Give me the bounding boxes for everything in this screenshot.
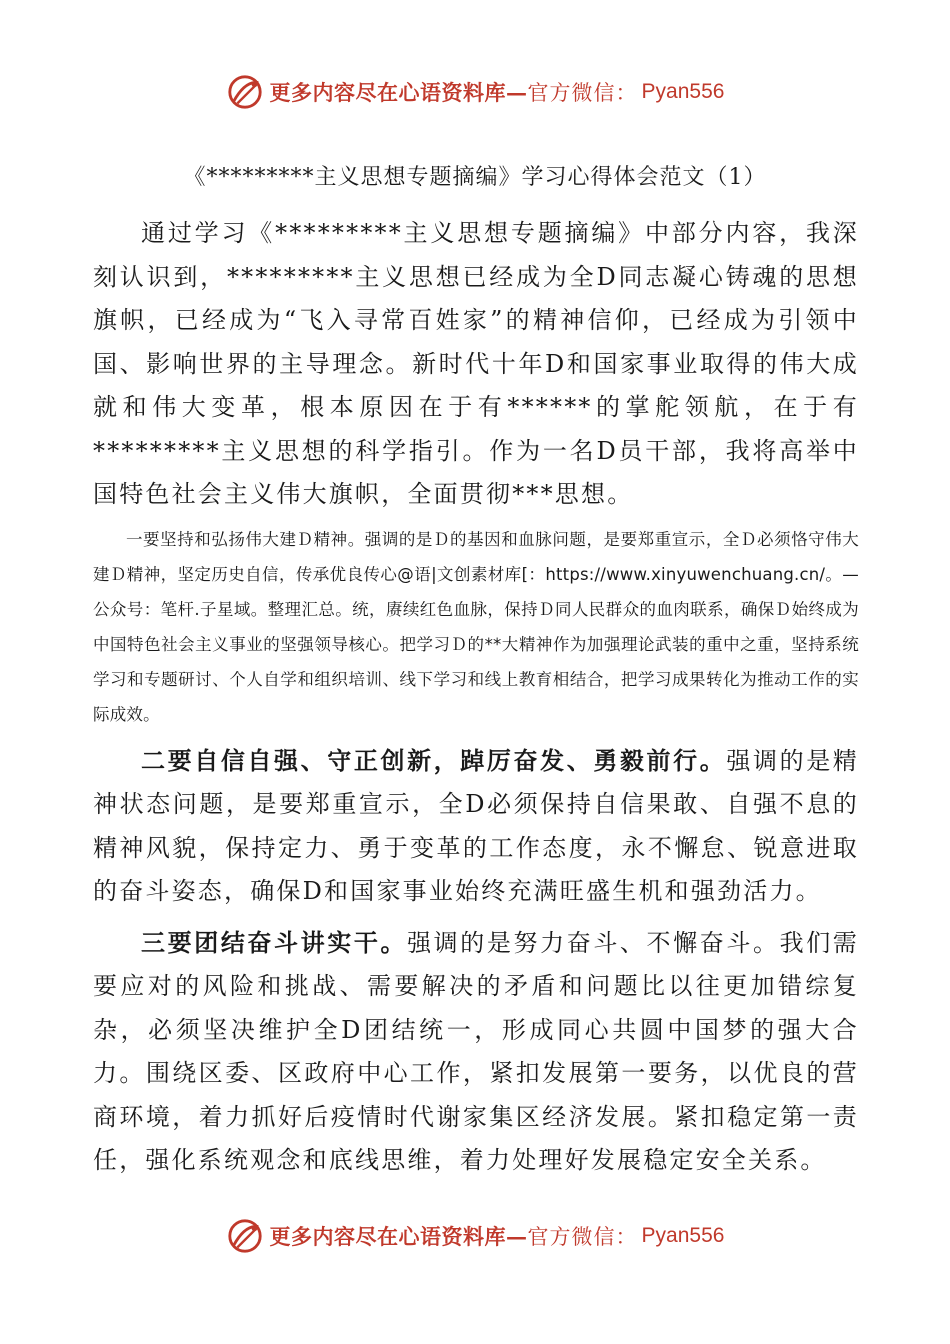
footer-promo-text: 更多内容尽在心语资料库 (269, 1224, 507, 1249)
document-title: 《*********主义思想专题摘编》学习心得体会范文（1） (183, 165, 767, 190)
promo-dash: — (506, 79, 528, 105)
point-three-heading: 三要团结奋斗讲实干。 (141, 927, 408, 957)
point-two-paragraph (93, 739, 859, 914)
promo-text: 更多内容尽在心语资料库 (269, 80, 507, 105)
wechat-label: 官方微信： (527, 81, 638, 105)
brand-logo-icon (226, 73, 264, 111)
point-two-body: 强调的是精神状态问题，是要郑重宣示，全D必须保持自信果敢、自强不息的精神风貌，保持定力、勇于变革的工作态度，永不懈怠、锐意进取的奋斗姿态，确保D和国家事业始终充满旺盛生机和强劲活力。 (93, 746, 860, 905)
wechat-id: Pyan556 (641, 80, 725, 103)
point-three-body: 强调的是努力奋斗、不懈奋斗。我们需要应对的风险和挑战、需要解决的矛盾和问题比以往更加错综复杂，必须坚决维护全D团结统一，形成同心共圆中国梦的强大合力。围绕区委、区政府中心工作，紧扣发展第一要务，以优良的营商环境，着力抓好后疫情时代谢家集区经济发展。紧扣稳定第一责任，强化系统观念和底线思维，着力处理好发展稳定安全关系。 (93, 928, 859, 1174)
point-three-paragraph (93, 921, 859, 1183)
document-body (93, 212, 859, 1183)
brand-logo-icon (226, 1217, 264, 1255)
point-two-heading: 二要自信自强、守正创新，踔厉奋发、勇毅前行。 (141, 745, 727, 775)
footer-promo-dash: — (506, 1223, 528, 1249)
footer-wechat-label: 官方微信： (527, 1225, 638, 1249)
footer-wechat-id: Pyan556 (641, 1224, 725, 1247)
header-banner (0, 72, 950, 112)
intro-paragraph: 通过学习《*********主义思想专题摘编》中部分内容，我深刻认识到，*********主义思想已经成为全D同志凝心铸魂的思想旗帜，已经成为“飞入寻常百姓家”的精神信仰，已经成为引领中国、影响世界的主导理念。新时代十年D和国家事业取得的伟大成就和伟大变革，根本原因在于有******的掌舵领航，在于有*********主义思想的科学指引。作为一名D员干部，我将高举中国特色社会主义伟大旗帜，全面贯彻***思想。 (93, 219, 859, 508)
footer-banner (0, 1216, 950, 1256)
point-one-paragraph: 一要坚持和弘扬伟大建Ｄ精神。强调的是Ｄ的基因和血脉问题，是要郑重宣示，全Ｄ必须恪守伟大建Ｄ精神，坚定历史自信，传承优良传心@语|文创素材库[：https://www.xinyuwenchuang.cn/。—公众号：笔杆.子星域。整理汇总。统，赓续红色血脉，保持Ｄ同人民群众的血肉联系，确保Ｄ始终成为中国特色社会主义事业的坚强领导核心。把学习Ｄ的**大精神作为加强理论武装的重中之重，坚持系统学习和专题研讨、个人自学和组织培训、线下学习和线上教育相结合，把学习成果转化为推动工作的实际成效。 (93, 529, 859, 724)
